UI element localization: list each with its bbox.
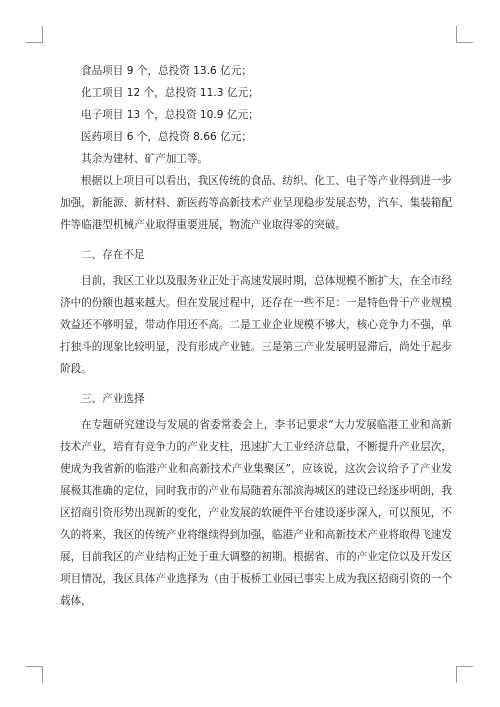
section-heading-industry-choice: 三、产业选择 [81,393,145,405]
list-item: 电子项目 13 个，总投资 10.9 亿元； [81,109,259,121]
list-item: 食品项目 9 个，总投资 13.6 亿元； [81,65,252,77]
crop-mark-bottom-right [456,666,473,683]
paragraph-industry-choice: 在专题研究建设与发展的省委常委会上，李书记要求“大力发展临港工业和高新技术产业，培育有竞争力的产业支柱，迅速扩大工业经济总量，不断提升产业层次，使成为我省新的临港产业和高新技术产业集聚区”，应该说，这次会议给予了产业发展极其准确的定位，同时我市的产业布局随着东部滨海城区的建设已经逐步明朗，我区招商引资形势出现新的变化，产业发展的软硬件平台建设逐步深入，可以预见，不久的将来，我区的传统产业将继续得到加强，临港产业和高新技术产业将取得飞速发展，目前我区的产业结构正处于重大调整的初期。根据省、市的产业定位以及开发区项目情况，我区具体产业选择为（由于板桥工业园已事实上成为我区招商引资的一个载体， [60,419,452,607]
section-heading-shortcomings: 二、存在不足 [81,249,145,261]
list-item: 医药项目 6 个，总投资 8.66 亿元； [81,131,252,143]
crop-mark-top-left [26,26,43,43]
document-body [60,60,452,616]
paragraph-summary: 根据以上项目可以看出，我区传统的食品、纺织、化工、电子等产业得到进一步加强，新能源、新材料、新医药等高新技术产业呈现稳步发展态势，汽车、集装箱配件等临港型机械产业取得重要进展，物流产业取得零的突破。 [60,175,452,231]
list-item: 化工项目 12 个，总投资 11.3 亿元； [81,87,259,99]
crop-mark-bottom-left [26,666,43,683]
crop-mark-top-right [456,26,473,43]
list-item: 其余为建材、矿产加工等。 [81,153,209,165]
paragraph-shortcomings: 目前，我区工业以及服务业正处于高速发展时期，总体规模不断扩大，在全市经济中的份额也越来越大。但在发展过程中，还存在一些不足：一是特色骨干产业规模效益还不够明显，带动作用还不高。二是工业企业规模不够大，核心竞争力不强，单打独斗的现象比较明显，没有形成产业链。三是第三产业发展明显滞后，尚处于起步阶段。 [60,275,452,375]
